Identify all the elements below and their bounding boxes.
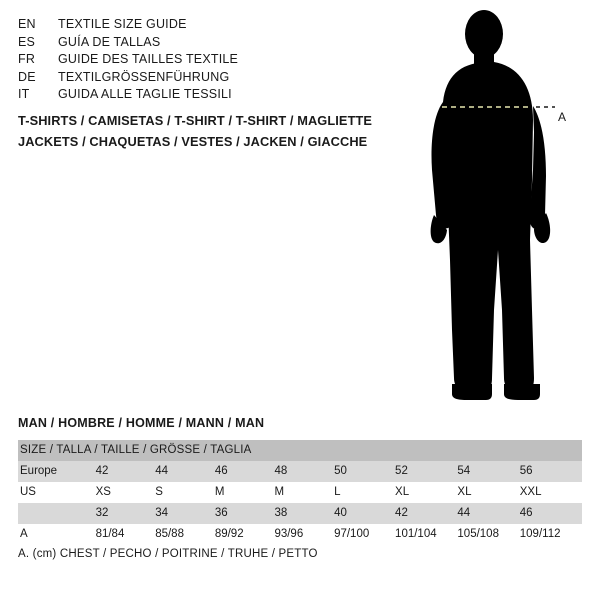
table-row xyxy=(18,482,582,503)
table-cell: 81/84 xyxy=(96,524,156,545)
table-cell: 42 xyxy=(395,503,457,524)
table-cell: 93/96 xyxy=(274,524,334,545)
table-cell: 109/112 xyxy=(520,524,582,545)
table-cell: 105/108 xyxy=(457,524,519,545)
table-cell: 85/88 xyxy=(155,524,215,545)
table-row xyxy=(18,461,582,482)
table-cell: L xyxy=(334,482,395,503)
language-label: TEXTILGRÖSSENFÜHRUNG xyxy=(58,69,230,84)
male-figure-illustration xyxy=(410,10,590,400)
table-cell: 44 xyxy=(457,503,519,524)
row-label xyxy=(18,503,96,524)
category-jackets: JACKETS / CHAQUETAS / VESTES / JACKEN / GIACCHE xyxy=(18,134,368,149)
language-code: EN xyxy=(18,17,36,31)
table-cell: 101/104 xyxy=(395,524,457,545)
table-cell: 50 xyxy=(334,461,395,482)
language-row xyxy=(18,34,378,52)
language-label: TEXTILE SIZE GUIDE xyxy=(58,17,187,31)
table-cell: XS xyxy=(96,482,156,503)
category-headings xyxy=(18,110,398,152)
language-row xyxy=(18,51,378,69)
table-cell: 89/92 xyxy=(215,524,275,545)
language-row xyxy=(18,69,378,87)
table-cell: S xyxy=(155,482,215,503)
table-cell: 44 xyxy=(155,461,215,482)
language-row xyxy=(18,16,378,34)
language-row xyxy=(18,86,378,104)
table-cell: 46 xyxy=(520,503,582,524)
language-code: DE xyxy=(18,69,36,84)
table-cell: 36 xyxy=(215,503,275,524)
language-list xyxy=(18,16,378,104)
size-table xyxy=(18,440,582,545)
table-cell: 56 xyxy=(520,461,582,482)
language-code: ES xyxy=(18,34,36,49)
table-cell: M xyxy=(274,482,334,503)
row-label: A xyxy=(18,524,96,545)
table-cell: XL xyxy=(395,482,457,503)
category-tshirts: T-SHIRTS / CAMISETAS / T-SHIRT / T-SHIRT / MAGLIETTE xyxy=(18,113,373,128)
table-header-row xyxy=(18,440,582,461)
table-row xyxy=(18,503,582,524)
table-cell: 52 xyxy=(395,461,457,482)
language-label: GUÍA DE TALLAS xyxy=(58,34,161,49)
table-cell: 42 xyxy=(96,461,156,482)
row-label: Europe xyxy=(18,461,96,482)
table-header-label: SIZE / TALLA / TAILLE / GRÖSSE / TAGLIA xyxy=(18,440,582,461)
figure-silhouette-icon xyxy=(410,10,590,400)
table-cell: 32 xyxy=(96,503,156,524)
language-code: IT xyxy=(18,87,30,101)
table-cell: XXL xyxy=(520,482,582,503)
table-cell: M xyxy=(215,482,275,503)
language-label: GUIDA ALLE TAGLIE TESSILI xyxy=(58,87,232,101)
row-label: US xyxy=(18,482,96,503)
table-title: MAN / HOMBRE / HOMME / MANN / MAN xyxy=(18,416,265,430)
table-cell: 34 xyxy=(155,503,215,524)
table-cell: 54 xyxy=(457,461,519,482)
table-cell: 46 xyxy=(215,461,275,482)
footnote: A. (cm) CHEST / PECHO / POITRINE / TRUHE / PETTO xyxy=(18,548,318,560)
table-cell: 48 xyxy=(274,461,334,482)
measure-label-a: A xyxy=(558,110,567,124)
table-cell: 38 xyxy=(274,503,334,524)
table-cell: XL xyxy=(457,482,519,503)
table-cell: 97/100 xyxy=(334,524,395,545)
language-code: FR xyxy=(18,52,36,66)
table-row xyxy=(18,524,582,545)
language-label: GUIDE DES TAILLES TEXTILE xyxy=(58,52,239,66)
table-cell: 40 xyxy=(334,503,395,524)
